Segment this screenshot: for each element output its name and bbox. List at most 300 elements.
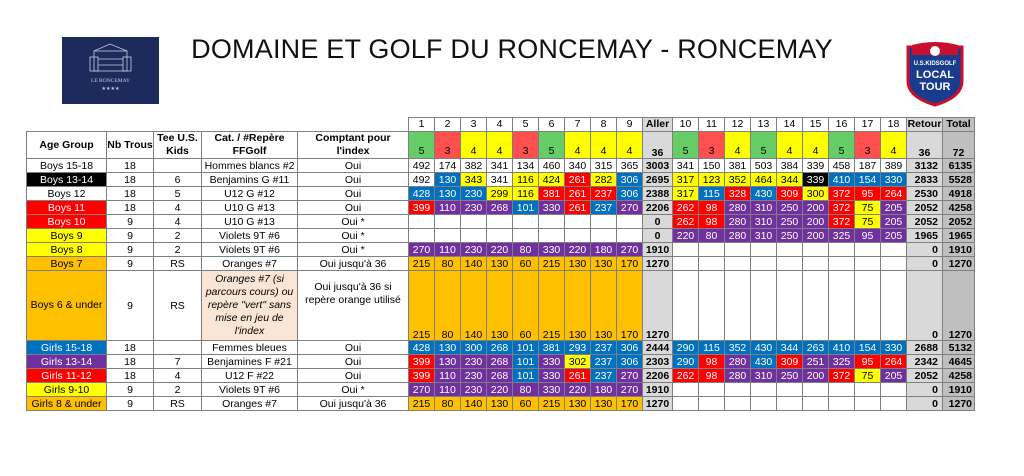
distance-cell: 430: [751, 355, 777, 369]
par-value: 3: [855, 132, 881, 159]
distance-cell: 180: [591, 243, 617, 257]
distance-cell: 302: [565, 355, 591, 369]
distance-cell: 80: [435, 257, 461, 271]
age-group-cell: Girls 9-10: [27, 383, 107, 397]
total-cell: 4258: [943, 369, 975, 383]
distance-cell: 306: [617, 341, 643, 355]
distance-cell: 130: [435, 187, 461, 201]
category-cell: Violets 9T #6: [202, 243, 298, 257]
nb-trous-cell: 18: [107, 369, 154, 383]
index-cell: Oui: [298, 173, 409, 187]
nb-trous-cell: 18: [107, 159, 154, 173]
retour-header: Retour: [907, 118, 942, 131]
hole-number: 18: [881, 118, 907, 132]
age-group-cell: Boys 10: [27, 215, 107, 229]
table-row: [27, 355, 975, 369]
distance-cell: 424: [539, 173, 565, 187]
index-cell: Oui: [298, 201, 409, 215]
header-spacer: [154, 118, 202, 132]
svg-text:LOCAL: LOCAL: [916, 69, 954, 81]
retour-cell: 2688: [907, 341, 943, 355]
retour-cell: 3132: [907, 159, 943, 173]
distance-cell: 251: [803, 355, 829, 369]
hole-number: 11: [699, 118, 725, 132]
roncemay-logo-text: LE RONCEMAY: [90, 78, 131, 84]
distance-cell: 300: [461, 341, 487, 355]
distance-cell: 140: [461, 257, 487, 271]
total-cell: 6135: [943, 159, 975, 173]
distance-cell: 306: [617, 173, 643, 187]
distance-cell: [855, 243, 881, 257]
tee-cell: 4: [154, 201, 202, 215]
distance-cell: 215: [539, 271, 565, 341]
tee-cell: [154, 341, 202, 355]
distance-cell: [673, 243, 699, 257]
distance-cell: [539, 229, 565, 243]
age-group-cell: Boys 13-14: [27, 173, 107, 187]
distance-cell: [881, 243, 907, 257]
distance-cell: 492: [409, 159, 435, 173]
age-group-cell: Girls 8 & under: [27, 397, 107, 411]
total-cell: 1910: [943, 243, 975, 257]
distance-cell: 215: [409, 397, 435, 411]
age-group-cell: Boys 8: [27, 243, 107, 257]
distance-cell: 492: [409, 173, 435, 187]
index-cell: Oui *: [298, 243, 409, 257]
distance-cell: 428: [409, 341, 435, 355]
column-header: Tee U.S. Kids: [154, 132, 202, 159]
distance-cell: 134: [513, 159, 539, 173]
distance-cell: [751, 257, 777, 271]
aller-cell: 1270: [643, 397, 673, 411]
distance-cell: 230: [461, 243, 487, 257]
distance-cell: 80: [699, 229, 725, 243]
total-cell: 4258: [943, 201, 975, 215]
distance-cell: 130: [591, 271, 617, 341]
index-cell: Oui: [298, 187, 409, 201]
nb-trous-cell: 9: [107, 229, 154, 243]
distance-cell: 280: [725, 215, 751, 229]
distance-cell: [777, 257, 803, 271]
age-group-cell: Boys 7: [27, 257, 107, 271]
category-cell: Benjamins G #11: [202, 173, 298, 187]
table-row: [27, 271, 975, 341]
distance-cell: 116: [513, 173, 539, 187]
table-row: [27, 201, 975, 215]
distance-cell: 230: [461, 369, 487, 383]
distance-cell: 250: [777, 369, 803, 383]
distance-cell: 410: [829, 341, 855, 355]
tee-cell: 5: [154, 187, 202, 201]
distance-cell: [777, 271, 803, 341]
distance-cell: 344: [777, 173, 803, 187]
distance-cell: 280: [725, 229, 751, 243]
index-cell: Oui: [298, 159, 409, 173]
distance-cell: 215: [409, 271, 435, 341]
distance-cell: 130: [565, 271, 591, 341]
distance-cell: [673, 397, 699, 411]
distance-cell: 220: [565, 383, 591, 397]
distance-cell: 381: [539, 341, 565, 355]
distance-cell: [591, 229, 617, 243]
distance-cell: 306: [617, 187, 643, 201]
distance-cell: 270: [409, 383, 435, 397]
tee-cell: RS: [154, 271, 202, 341]
distance-cell: 325: [829, 229, 855, 243]
hole-number: 5: [513, 118, 539, 132]
distance-cell: 306: [617, 355, 643, 369]
age-group-cell: Boys 15-18: [27, 159, 107, 173]
distance-cell: 310: [751, 369, 777, 383]
distance-cell: [855, 271, 881, 341]
distance-cell: 270: [617, 369, 643, 383]
nb-trous-cell: 18: [107, 201, 154, 215]
nb-trous-cell: 9: [107, 243, 154, 257]
distance-cell: 98: [699, 355, 725, 369]
total-cell: 5528: [943, 173, 975, 187]
svg-text:U.S.KIDSGOLF: U.S.KIDSGOLF: [913, 61, 957, 67]
distance-cell: 268: [487, 341, 513, 355]
distance-cell: 262: [673, 369, 699, 383]
aller-cell: 1910: [643, 383, 673, 397]
distance-cell: 372: [829, 201, 855, 215]
distance-cell: 130: [487, 397, 513, 411]
page-title: DOMAINE ET GOLF DU RONCEMAY - RONCEMAY: [191, 34, 833, 64]
distance-cell: 340: [565, 159, 591, 173]
table-row: [27, 383, 975, 397]
tee-cell: 2: [154, 243, 202, 257]
age-group-cell: Girls 13-14: [27, 355, 107, 369]
distance-cell: 200: [803, 215, 829, 229]
table-row: [27, 397, 975, 411]
aller-header: Aller: [643, 118, 673, 132]
distance-cell: 330: [539, 243, 565, 257]
distance-cell: 381: [725, 159, 751, 173]
distance-cell: 300: [803, 187, 829, 201]
distance-cell: 101: [513, 201, 539, 215]
retour-cell: 0: [907, 271, 943, 341]
aller-cell: 2388: [643, 187, 673, 201]
tee-cell: 4: [154, 215, 202, 229]
distance-cell: 220: [673, 229, 699, 243]
distance-cell: 154: [855, 173, 881, 187]
distance-cell: 460: [539, 159, 565, 173]
distance-cell: 237: [591, 341, 617, 355]
retour-cell: 2052: [907, 369, 943, 383]
distance-cell: 389: [881, 159, 907, 173]
uskids-local-tour-logo: [902, 41, 968, 107]
distance-cell: 220: [487, 383, 513, 397]
distance-cell: 230: [461, 355, 487, 369]
distance-cell: 325: [829, 355, 855, 369]
distance-cell: 310: [751, 229, 777, 243]
tee-cell: RS: [154, 257, 202, 271]
distance-cell: 250: [777, 229, 803, 243]
header-spacer: [298, 118, 409, 132]
distance-cell: 110: [435, 369, 461, 383]
distance-cell: [435, 215, 461, 229]
distance-cell: [725, 397, 751, 411]
nb-trous-cell: 18: [107, 187, 154, 201]
distance-cell: [855, 397, 881, 411]
distance-cell: 170: [617, 397, 643, 411]
distance-cell: 382: [461, 159, 487, 173]
distance-cell: 237: [591, 187, 617, 201]
scorecard-table: [26, 117, 975, 411]
distance-cell: 115: [699, 187, 725, 201]
distance-cell: 220: [487, 243, 513, 257]
distance-cell: [803, 243, 829, 257]
distance-cell: 101: [513, 369, 539, 383]
distance-cell: 237: [591, 201, 617, 215]
distance-cell: 205: [881, 229, 907, 243]
retour-cell: 2052: [907, 215, 943, 229]
distance-cell: 80: [435, 397, 461, 411]
distance-cell: [803, 271, 829, 341]
total-cell: 1270: [943, 257, 975, 271]
distance-cell: 230: [461, 383, 487, 397]
distance-cell: 250: [777, 201, 803, 215]
distance-cell: 399: [409, 201, 435, 215]
distance-cell: 280: [725, 355, 751, 369]
distance-cell: 261: [565, 201, 591, 215]
tee-cell: RS: [154, 397, 202, 411]
distance-cell: 205: [881, 201, 907, 215]
distance-cell: 339: [803, 159, 829, 173]
retour-cell: 2833: [907, 173, 943, 187]
distance-cell: 170: [617, 271, 643, 341]
index-cell: Oui jusqu'à 36: [298, 257, 409, 271]
retour-cell: 0: [907, 243, 943, 257]
aller-cell: 1910: [643, 243, 673, 257]
distance-cell: 428: [409, 187, 435, 201]
distance-cell: 317: [673, 173, 699, 187]
distance-cell: [673, 257, 699, 271]
distance-cell: [487, 215, 513, 229]
distance-cell: 60: [513, 271, 539, 341]
distance-cell: 174: [435, 159, 461, 173]
distance-cell: [803, 383, 829, 397]
aller-cell: 2206: [643, 201, 673, 215]
distance-cell: 317: [673, 187, 699, 201]
header-spacer: [107, 118, 154, 132]
nb-trous-cell: 9: [107, 383, 154, 397]
table-row: [27, 173, 975, 187]
index-cell: Oui: [298, 369, 409, 383]
retour-cell: 0: [907, 383, 943, 397]
distance-cell: 503: [751, 159, 777, 173]
total-cell: 4918: [943, 187, 975, 201]
distance-cell: 264: [881, 187, 907, 201]
index-cell: Oui jusqu'à 36 si repère orange utilisé: [298, 271, 409, 341]
index-cell: Oui *: [298, 383, 409, 397]
category-cell: Femmes bleues: [202, 341, 298, 355]
retour-cell: 2052: [907, 201, 943, 215]
distance-cell: 341: [673, 159, 699, 173]
distance-cell: 95: [855, 355, 881, 369]
distance-cell: 101: [513, 341, 539, 355]
distance-cell: 330: [539, 355, 565, 369]
distance-cell: 261: [565, 369, 591, 383]
table-row: [27, 229, 975, 243]
nb-trous-cell: 9: [107, 257, 154, 271]
distance-cell: 372: [829, 215, 855, 229]
distance-cell: 261: [565, 187, 591, 201]
distance-cell: [673, 271, 699, 341]
column-header: Age Group: [27, 132, 107, 159]
distance-cell: 215: [539, 257, 565, 271]
nb-trous-cell: 9: [107, 271, 154, 341]
svg-text:★★★★: ★★★★: [101, 87, 120, 92]
distance-cell: 268: [487, 369, 513, 383]
header-spacer: [27, 118, 107, 132]
distance-cell: 430: [751, 187, 777, 201]
distance-cell: 130: [565, 397, 591, 411]
distance-cell: 187: [855, 159, 881, 173]
distance-cell: 60: [513, 257, 539, 271]
distance-cell: 310: [751, 215, 777, 229]
retour-cell: 1965: [907, 229, 943, 243]
distance-cell: 330: [881, 173, 907, 187]
hole-number: 14: [777, 118, 803, 132]
distance-cell: 205: [881, 215, 907, 229]
distance-cell: 215: [409, 257, 435, 271]
distance-cell: [881, 383, 907, 397]
distance-cell: [829, 383, 855, 397]
category-cell: U12 G #12: [202, 187, 298, 201]
distance-cell: [617, 215, 643, 229]
column-header: Nb Trous: [107, 132, 154, 159]
distance-cell: 205: [881, 369, 907, 383]
distance-cell: 130: [435, 355, 461, 369]
distance-cell: [829, 271, 855, 341]
distance-cell: 381: [539, 187, 565, 201]
total-cell: 2052: [943, 215, 975, 229]
distance-cell: [699, 243, 725, 257]
distance-cell: 220: [565, 243, 591, 257]
distance-cell: [725, 243, 751, 257]
distance-cell: 110: [435, 383, 461, 397]
retour-cell: 2530: [907, 187, 943, 201]
header-spacer: [202, 118, 298, 132]
par-value: 4: [461, 132, 487, 159]
distance-cell: 75: [855, 201, 881, 215]
distance-cell: [565, 215, 591, 229]
distance-cell: [699, 271, 725, 341]
par-value: 3: [513, 132, 539, 159]
distance-cell: [751, 383, 777, 397]
category-cell: U10 G #13: [202, 201, 298, 215]
distance-cell: 309: [777, 187, 803, 201]
hole-number: 10: [673, 118, 699, 132]
distance-cell: 130: [487, 271, 513, 341]
distance-cell: 399: [409, 355, 435, 369]
hole-number: 6: [539, 118, 565, 132]
distance-cell: 264: [881, 355, 907, 369]
aller-cell: 3003: [643, 159, 673, 173]
distance-cell: 268: [487, 355, 513, 369]
par-value: 4: [487, 132, 513, 159]
index-cell: Oui *: [298, 215, 409, 229]
distance-cell: [725, 271, 751, 341]
distance-cell: [881, 257, 907, 271]
hole-number: 8: [591, 118, 617, 132]
distance-cell: 365: [617, 159, 643, 173]
par-aller: 36: [643, 132, 673, 159]
nb-trous-cell: 9: [107, 215, 154, 229]
distance-cell: [751, 243, 777, 257]
aller-cell: 2206: [643, 369, 673, 383]
category-cell: U12 F #22: [202, 369, 298, 383]
distance-cell: [829, 257, 855, 271]
aller-cell: 1270: [643, 257, 673, 271]
table-row: [27, 369, 975, 383]
distance-cell: [881, 397, 907, 411]
column-header: Comptant pour l'index: [298, 132, 409, 159]
distance-cell: 60: [513, 397, 539, 411]
category-cell: Benjamines F #21: [202, 355, 298, 369]
table-row: [27, 243, 975, 257]
category-cell: Hommes blancs #2: [202, 159, 298, 173]
par-value: 5: [539, 132, 565, 159]
distance-cell: [803, 397, 829, 411]
distance-cell: [565, 229, 591, 243]
distance-cell: [409, 215, 435, 229]
distance-cell: 110: [435, 243, 461, 257]
distance-cell: [513, 215, 539, 229]
distance-cell: 341: [487, 173, 513, 187]
age-group-cell: Boys 9: [27, 229, 107, 243]
distance-cell: 464: [751, 173, 777, 187]
par-value: 4: [881, 132, 907, 159]
distance-cell: 130: [565, 257, 591, 271]
distance-cell: 315: [591, 159, 617, 173]
distance-cell: 170: [617, 257, 643, 271]
par-value: 5: [751, 132, 777, 159]
distance-cell: [725, 383, 751, 397]
distance-cell: 310: [751, 201, 777, 215]
distance-cell: 140: [461, 271, 487, 341]
distance-cell: 200: [803, 229, 829, 243]
index-cell: Oui *: [298, 229, 409, 243]
distance-cell: 123: [699, 173, 725, 187]
distance-cell: [513, 229, 539, 243]
distance-cell: [487, 229, 513, 243]
distance-cell: 130: [591, 397, 617, 411]
distance-cell: 330: [539, 369, 565, 383]
retour-cell: 0: [907, 257, 943, 271]
table-row: [27, 187, 975, 201]
distance-cell: 330: [539, 201, 565, 215]
distance-cell: 110: [435, 201, 461, 215]
distance-cell: 330: [881, 341, 907, 355]
distance-cell: [539, 215, 565, 229]
hole-number: 1: [409, 118, 435, 132]
par-value: 5: [829, 132, 855, 159]
svg-text:TOUR: TOUR: [919, 81, 951, 93]
par-value: 4: [803, 132, 829, 159]
age-group-cell: Boys 11: [27, 201, 107, 215]
distance-cell: [855, 383, 881, 397]
distance-cell: 280: [725, 369, 751, 383]
distance-cell: 200: [803, 201, 829, 215]
distance-cell: [777, 243, 803, 257]
age-group-cell: Girls 15-18: [27, 341, 107, 355]
distance-cell: 270: [617, 383, 643, 397]
aller-cell: 2444: [643, 341, 673, 355]
distance-cell: 299: [487, 187, 513, 201]
hole-number: 9: [617, 118, 643, 132]
